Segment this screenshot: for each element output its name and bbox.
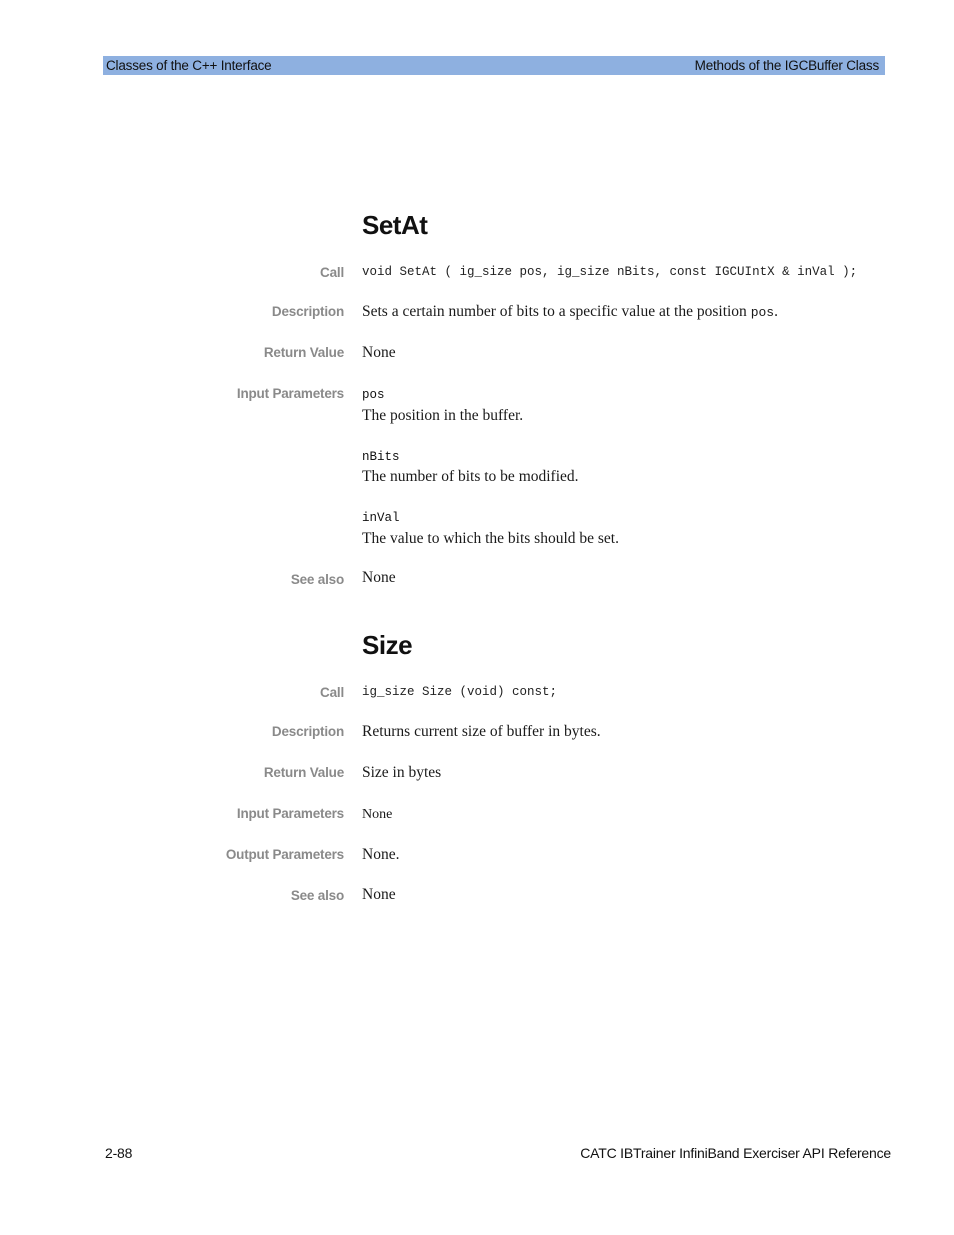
setat-description-label: Description <box>271 304 344 319</box>
setat-call-label: Call <box>320 265 344 280</box>
size-see-also-label: See also <box>290 888 344 903</box>
setat-param-desc: The value to which the bits should be set. <box>362 530 619 547</box>
size-call-label: Call <box>320 685 344 700</box>
setat-input-label: Input Parameters <box>236 386 344 401</box>
setat-see-also-value: None <box>362 569 396 586</box>
setat-param-name: pos <box>362 388 385 402</box>
setat-param-name: inVal <box>362 511 400 525</box>
setat-param-name: nBits <box>362 450 400 464</box>
setat-title: SetAt <box>362 210 428 240</box>
size-output-label: Output Parameters <box>225 847 344 862</box>
size-see-also-value: None <box>362 886 396 903</box>
header-section-title: Methods of the IGCBuffer Class <box>694 58 879 73</box>
size-title: Size <box>362 630 413 660</box>
size-return-label: Return Value <box>263 765 344 780</box>
size-call-signature: ig_size Size (void) const; <box>362 685 558 699</box>
size-input-label: Input Parameters <box>236 806 344 821</box>
size-description-label: Description <box>271 724 344 739</box>
size-description: Returns current size of buffer in bytes. <box>362 723 601 740</box>
size-output-value: None. <box>362 846 400 863</box>
setat-description-text: Sets a certain number of bits to a specific value at the position <box>362 303 751 320</box>
setat-description <box>362 303 778 322</box>
page-number: 2-88 <box>105 1145 133 1161</box>
setat-return-value: None <box>362 344 396 361</box>
setat-call-signature: void SetAt ( ig_size pos, ig_size nBits, const IGCUIntX & inVal ); <box>362 265 858 279</box>
setat-param-desc: The position in the buffer. <box>362 407 524 424</box>
setat-see-also-label: See also <box>290 572 344 587</box>
setat-param-desc: The number of bits to be modified. <box>362 468 579 485</box>
running-header <box>103 56 885 75</box>
footer-doc-title: CATC IBTrainer InfiniBand Exerciser API Reference <box>580 1145 891 1161</box>
size-return-value: Size in bytes <box>362 764 442 781</box>
size-input-value: None <box>362 807 393 822</box>
setat-description-end: . <box>774 303 778 320</box>
setat-return-label: Return Value <box>263 345 344 360</box>
header-chapter-title: Classes of the C++ Interface <box>106 58 272 73</box>
setat-description-code: pos <box>750 305 775 320</box>
